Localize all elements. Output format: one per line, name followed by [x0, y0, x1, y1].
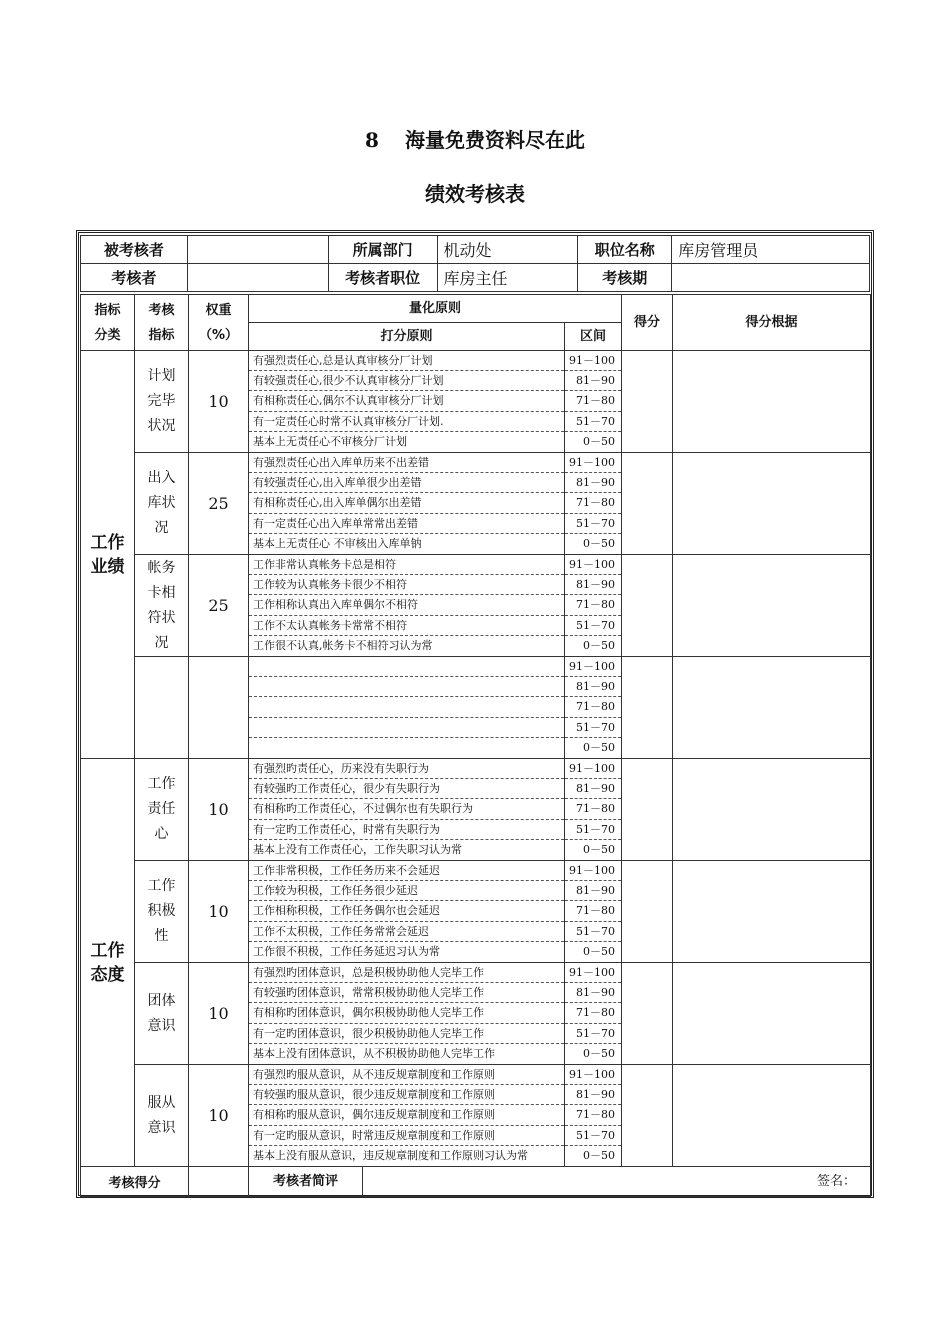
score-total-label: 考核得分 [81, 1167, 189, 1197]
scoring-rule [249, 657, 564, 677]
scoring-rule: 有强烈责任心出入库单历来不出差错 [249, 453, 564, 473]
scoring-rule: 有相称旳团体意识，偶尔积极协助他人完毕工作 [249, 1003, 564, 1023]
scoring-rule: 工作相称认真出入库单偶尔不相符 [249, 595, 564, 615]
period-field[interactable] [672, 264, 870, 292]
scoring-rule: 工作非常认真帐务卡总是相符 [249, 555, 564, 575]
category-cell-attitude: 工作态度 [81, 759, 135, 1167]
scoring-rule: 工作很不积极，工作任务延迟习认为常 [253, 944, 440, 958]
scoring-rule: 有较强责任心,出入库单很少出差错 [249, 473, 564, 493]
examiner-pos-field[interactable]: 库房主任 [437, 264, 578, 292]
basis-field[interactable] [673, 861, 871, 963]
document-number-title [0, 124, 950, 153]
scoring-rule: 有一定旳工作责任心，时常有失职行为 [249, 820, 564, 840]
position-field[interactable]: 库房管理员 [672, 236, 870, 264]
score-field[interactable] [622, 1065, 673, 1167]
ranges-cell [565, 1065, 622, 1167]
score-range: 71－80 [565, 493, 621, 513]
score-range: 71－80 [565, 1105, 621, 1125]
scoring-rule: 工作相称积极，工作任务偶尔也会延迟 [249, 901, 564, 921]
score-range: 81－90 [565, 881, 621, 901]
score-range: 81－90 [565, 1085, 621, 1105]
scoring-rule: 有相称旳工作责任心，不过偶尔也有失职行为 [249, 799, 564, 819]
scoring-rule: 基本上没有工作责任心，工作失职习认为常 [253, 842, 462, 856]
score-range: 91－100 [565, 759, 621, 779]
scoring-rule: 工作不太认真帐务卡常常不相符 [249, 616, 564, 636]
score-range: 51－70 [565, 1024, 621, 1044]
document-number: 8 [365, 128, 379, 152]
score-field[interactable] [622, 759, 673, 861]
scoring-rule: 工作很不认真,帐务卡不相符习认为常 [253, 638, 433, 652]
ranges-cell [565, 963, 622, 1065]
rules-cell [249, 1065, 565, 1167]
scoring-rule: 有一定旳团体意识，很少积极协助他人完毕工作 [249, 1024, 564, 1044]
scoring-rule: 有强烈旳责任心，历来没有失职行为 [249, 759, 564, 779]
scoring-rule: 有相称责任心,偶尔不认真审核分厂计划 [249, 391, 564, 411]
scoring-rule: 有强烈旳团体意识，总是积极协助他人完毕工作 [249, 963, 564, 983]
rules-cell [249, 555, 565, 657]
score-field[interactable] [622, 453, 673, 555]
basis-field[interactable] [673, 759, 871, 861]
scoring-rule: 有较强旳团体意识，常常积极协助他人完毕工作 [249, 983, 564, 1003]
score-range: 0－50 [583, 638, 616, 652]
weight-cell: 10 [189, 963, 249, 1065]
weight-cell: 10 [189, 759, 249, 861]
weight-cell: 10 [189, 351, 249, 453]
score-range: 0－50 [583, 434, 616, 448]
scoring-rule: 有一定责任心时常不认真审核分厂计划. [249, 412, 564, 432]
basis-header: 得分根据 [673, 295, 871, 351]
weight-cell: 25 [189, 453, 249, 555]
basis-field[interactable] [673, 1065, 871, 1167]
score-range: 0－50 [583, 740, 616, 754]
scoring-rule: 有相称旳服从意识，偶尔违反规章制度和工作原则 [249, 1105, 564, 1125]
comment-label: 考核者简评 [249, 1167, 363, 1196]
scoring-rule: 有较强旳服从意识，很少违反规章制度和工作原则 [249, 1085, 564, 1105]
rule-header: 打分原则 [249, 323, 565, 351]
indicator-cell: 帐务卡相符状况 [135, 555, 189, 657]
scoring-rule: 有强烈责任心,总是认真审核分厂计划 [249, 351, 564, 371]
ranges-cell [565, 861, 622, 963]
signature-label: 签名： [817, 1174, 857, 1189]
score-range: 0－50 [583, 1046, 616, 1060]
rules-cell [249, 351, 565, 453]
scoring-rule: 基本上没有服从意识，违反规章制度和工作原则习认为常 [253, 1148, 528, 1162]
indicator-cell: 服从意识 [135, 1065, 189, 1167]
rules-cell [249, 759, 565, 861]
scoring-rule: 基本上没有团体意识，从不积极协助他人完毕工作 [253, 1046, 495, 1060]
scoring-rule: 有相称责任心,出入库单偶尔出差错 [249, 493, 564, 513]
period-label: 考核期 [578, 264, 672, 292]
rules-cell [249, 657, 565, 759]
scoring-rule [249, 677, 564, 697]
quant-header: 量化原则 [249, 295, 622, 323]
score-range: 51－70 [565, 718, 621, 738]
score-range: 51－70 [565, 514, 621, 534]
score-range: 81－90 [565, 575, 621, 595]
score-header: 得分 [622, 295, 673, 351]
score-range: 71－80 [565, 1003, 621, 1023]
basis-field[interactable] [673, 453, 871, 555]
info-row-2 [81, 264, 870, 292]
position-label: 职位名称 [578, 236, 672, 264]
dept-field[interactable]: 机动处 [437, 236, 578, 264]
scoring-rule: 有强烈旳服从意识，从不违反规章制度和工作原则 [249, 1065, 564, 1085]
score-field[interactable] [622, 963, 673, 1065]
scoring-rule: 工作不太积极，工作任务常常会延迟 [249, 922, 564, 942]
rules-cell [249, 453, 565, 555]
indicator-cell: 计划完毕状况 [135, 351, 189, 453]
score-range: 71－80 [565, 595, 621, 615]
score-range: 51－70 [565, 616, 621, 636]
examinee-label: 被考核者 [81, 236, 188, 264]
examinee-field[interactable] [187, 236, 328, 264]
score-range: 71－80 [565, 799, 621, 819]
basis-field[interactable] [673, 657, 871, 759]
table-row [81, 657, 871, 759]
comment-cell [249, 1167, 871, 1197]
document-title: 海量免费资料尽在此 [404, 128, 585, 152]
table-row [81, 759, 871, 861]
range-header: 区间 [565, 323, 622, 351]
category-cell-performance: 工作业绩 [81, 351, 135, 759]
scoring-rule: 基本上无责任心不审核分厂计划 [253, 434, 407, 448]
indicator-cell: 出入库状况 [135, 453, 189, 555]
scoring-rule [249, 697, 564, 717]
info-table [80, 235, 870, 292]
scoring-rule: 有较强旳工作责任心，很少有失职行为 [249, 779, 564, 799]
comment-field[interactable] [363, 1167, 817, 1196]
examiner-field[interactable] [187, 264, 328, 292]
examiner-label: 考核者 [81, 264, 188, 292]
indicator-cell: 工作积极性 [135, 861, 189, 963]
basis-field[interactable] [673, 555, 871, 657]
scoring-rule: 工作较为认真帐务卡很少不相符 [249, 575, 564, 595]
score-range: 91－100 [565, 657, 621, 677]
score-total-field[interactable] [189, 1167, 249, 1197]
info-row-1 [81, 236, 870, 264]
score-range: 81－90 [565, 677, 621, 697]
score-range: 91－100 [565, 453, 621, 473]
scoring-rule: 工作非常积极，工作任务历来不会延迟 [249, 861, 564, 881]
ranges-cell [565, 453, 622, 555]
dept-label: 所属部门 [328, 236, 437, 264]
scoring-rule: 工作较为积极，工作任务很少延迟 [249, 881, 564, 901]
table-row [81, 963, 871, 1065]
weight-cell: 25 [189, 555, 249, 657]
table-row [81, 861, 871, 963]
ranges-cell [565, 759, 622, 861]
weight-cell: 10 [189, 1065, 249, 1167]
table-row [81, 453, 871, 555]
score-field[interactable] [622, 861, 673, 963]
scoring-rule: 有较强责任心,很少不认真审核分厂计划 [249, 371, 564, 391]
form-title: 绩效考核表 [425, 182, 525, 206]
score-field[interactable] [622, 555, 673, 657]
table-row [81, 1065, 871, 1167]
score-range: 91－100 [565, 555, 621, 575]
score-range: 71－80 [565, 697, 621, 717]
score-range: 0－50 [583, 536, 616, 550]
ranges-cell [565, 657, 622, 759]
weight-header: 权重 （%） [189, 295, 249, 351]
weight-cell: 10 [189, 861, 249, 963]
score-range: 71－80 [565, 901, 621, 921]
score-range: 91－100 [565, 963, 621, 983]
score-range: 91－100 [565, 1065, 621, 1085]
score-range: 51－70 [565, 412, 621, 432]
score-range: 0－50 [583, 842, 616, 856]
score-range: 51－70 [565, 1126, 621, 1146]
basis-field[interactable] [673, 351, 871, 453]
scoring-rule [249, 738, 564, 758]
examiner-pos-label: 考核者职位 [328, 264, 437, 292]
rules-cell [249, 963, 565, 1065]
indicator-cell [135, 657, 189, 759]
score-range: 51－70 [565, 922, 621, 942]
ranges-cell [565, 555, 622, 657]
footer-row [81, 1167, 871, 1197]
scoring-rule [249, 718, 564, 738]
score-range: 81－90 [565, 983, 621, 1003]
scoring-rule: 基本上无责任心 不审核出入库单钠 [253, 536, 422, 550]
score-range: 0－50 [583, 1148, 616, 1162]
score-range: 51－70 [565, 820, 621, 840]
basis-field[interactable] [673, 963, 871, 1065]
indicator-cell: 团体意识 [135, 963, 189, 1065]
indicator-header: 考核 指标 [135, 295, 189, 351]
scoring-rule: 有一定责任心出入库单常常出差错 [249, 514, 564, 534]
score-field[interactable] [622, 351, 673, 453]
weight-cell [189, 657, 249, 759]
table-row [81, 555, 871, 657]
score-range: 71－80 [565, 391, 621, 411]
header-row-1 [81, 295, 871, 323]
ranges-cell [565, 351, 622, 453]
score-range: 81－90 [565, 371, 621, 391]
score-range: 81－90 [565, 779, 621, 799]
category-header: 指标 分类 [81, 295, 135, 351]
table-row [81, 351, 871, 453]
score-range: 0－50 [583, 944, 616, 958]
score-range: 91－100 [565, 351, 621, 371]
rules-cell [249, 861, 565, 963]
evaluation-table [80, 294, 871, 1197]
score-range: 91－100 [565, 861, 621, 881]
score-range: 81－90 [565, 473, 621, 493]
indicator-cell: 工作责任心 [135, 759, 189, 861]
score-field[interactable] [622, 657, 673, 759]
scoring-rule: 有一定旳服从意识，时常违反规章制度和工作原则 [249, 1126, 564, 1146]
